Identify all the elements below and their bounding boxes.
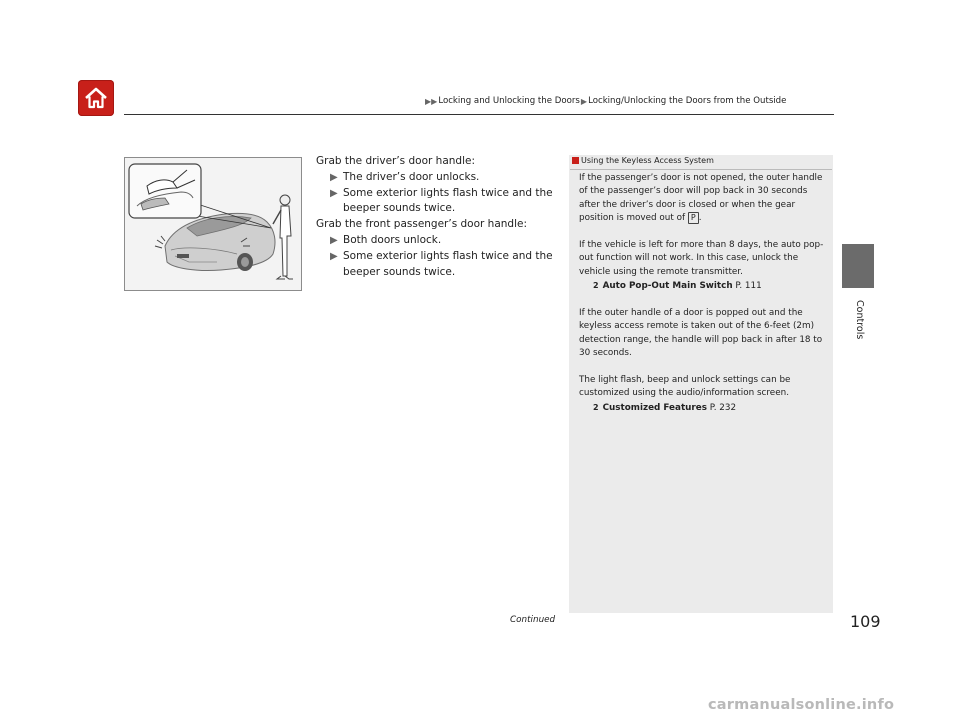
park-symbol: P xyxy=(688,212,699,224)
home-icon xyxy=(83,86,109,110)
sidebar-title: Using the Keyless Access System xyxy=(581,156,714,165)
sidebar-paragraph xyxy=(579,374,827,415)
triangle-right-icon: ▶ xyxy=(330,234,338,246)
triangle-right-icon: ▶ xyxy=(580,96,588,106)
paragraph-text: If the vehicle is left for more than 8 days, the auto pop-out function will not work. In this case, unlock the vehicle using the remote transmitter. xyxy=(579,240,824,277)
breadcrumb xyxy=(424,94,786,108)
sidebar-paragraph xyxy=(579,172,827,226)
list-item xyxy=(316,170,564,186)
note-icon xyxy=(572,157,579,164)
watermark: carmanualsonline.info xyxy=(708,697,895,713)
list-item xyxy=(316,186,564,218)
header-rule xyxy=(124,114,834,115)
xref-title: Customized Features xyxy=(602,402,707,413)
cross-reference-icon: 2 xyxy=(593,402,599,412)
sidebar-body xyxy=(579,172,827,429)
cross-reference-link[interactable] xyxy=(579,403,736,413)
step-text: Both doors unlock. xyxy=(343,233,442,246)
passenger-intro: Grab the front passenger’s door handle: xyxy=(316,218,528,231)
breadcrumb-section[interactable]: Locking and Unlocking the Doors xyxy=(438,96,580,106)
triangle-right-icon: ▶ xyxy=(330,171,338,183)
triangle-right-icon: ▶ xyxy=(330,187,338,199)
list-item xyxy=(316,233,564,249)
sidebar-paragraph xyxy=(579,239,827,294)
section-tab[interactable] xyxy=(842,244,874,288)
car-and-person-illustration xyxy=(125,158,302,291)
continued-label: Continued xyxy=(510,615,556,625)
paragraph-end: . xyxy=(698,213,702,224)
triangle-right-icon: ▶ xyxy=(330,250,338,262)
paragraph-text: If the passenger’s door is not opened, the outer handle of the passenger’s door will pop back in 30 seconds after the driver’s door is closed or when the gear position is moved out of xyxy=(579,173,823,224)
xref-page: P. 111 xyxy=(735,281,762,292)
home-button[interactable] xyxy=(78,80,114,116)
list-item xyxy=(316,249,564,281)
instructions xyxy=(316,154,564,280)
page-number: 109 xyxy=(850,612,881,631)
sidebar-heading xyxy=(572,156,714,165)
step-text: Some exterior lights flash twice and the beeper sounds twice. xyxy=(343,249,553,278)
sidebar-rule xyxy=(570,169,832,170)
section-tab-label: Controls xyxy=(854,300,865,340)
step-text: The driver’s door unlocks. xyxy=(343,170,480,183)
cross-reference-link[interactable] xyxy=(579,281,762,291)
step-text: Some exterior lights flash twice and the beeper sounds twice. xyxy=(343,186,553,215)
door-handle-illustration xyxy=(124,157,302,291)
triangle-right-icon: ▶▶ xyxy=(425,96,438,106)
breadcrumb-current: Locking/Unlocking the Doors from the Outside xyxy=(588,96,787,106)
sidebar-paragraph: If the outer handle of a door is popped out and the keyless access remote is taken out of the 6-feet (2m) detection range, the handle will pop back in after 18 to 30 seconds. xyxy=(579,308,823,359)
xref-page: P. 232 xyxy=(709,402,737,413)
xref-title: Auto Pop-Out Main Switch xyxy=(602,281,733,292)
cross-reference-icon: 2 xyxy=(593,281,599,291)
driver-intro: Grab the driver’s door handle: xyxy=(316,155,475,167)
paragraph-text: The light flash, beep and unlock settings can be customized using the audio/information screen. xyxy=(579,375,791,399)
